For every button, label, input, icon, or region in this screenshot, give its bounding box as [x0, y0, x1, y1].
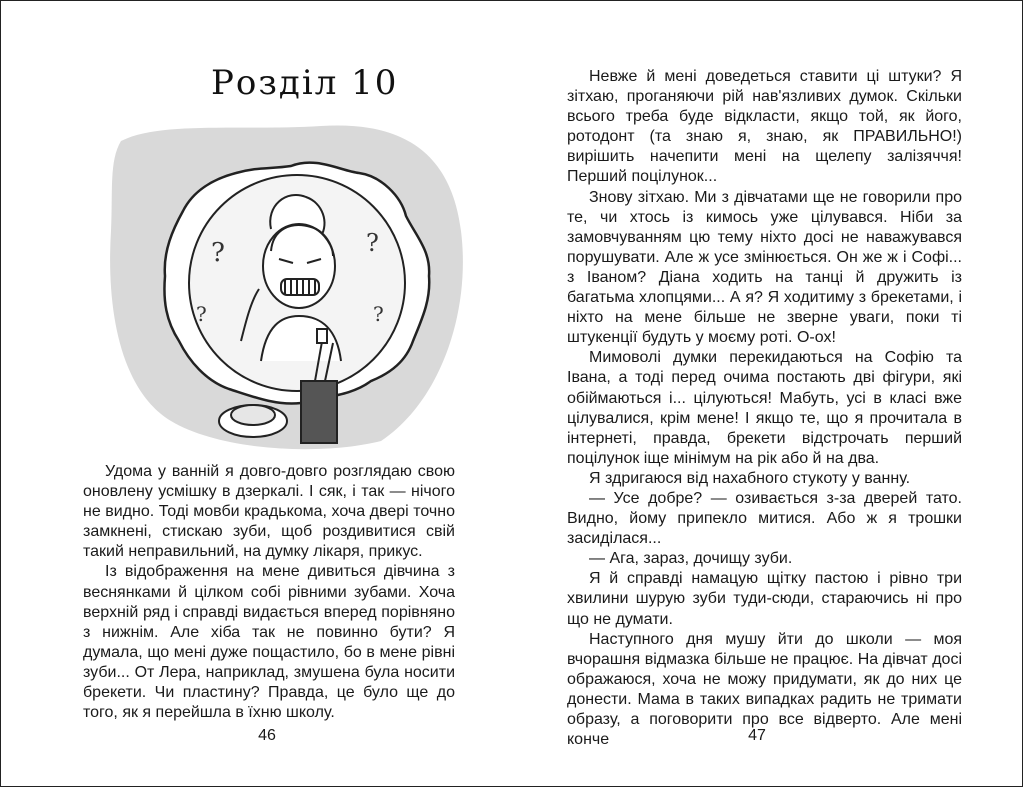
paragraph: Мимоволі думки перекидаються на Софію та Івана, а тоді перед очима постають дві фігури, які обіймаються і... цілуються! Мабуть, усі в класі вже цілувалися, крім мене! І якщо те, що я прочитала в інтернеті, правда, брекети відстрочать перший поцілунок іще мінімум на рік або й на два.: [567, 349, 962, 467]
paragraph: Наступного дня мушу йти до школи — моя вчорашня відмазка більше не працює. На дівчат досі ображаюся, хоча не можу придумати, як до них це донести. Мама в таких випадках радить не тримати образу, а поговорити про все відверто. Але мені конче: [567, 630, 962, 749]
paragraph: Удома у ванній я довго-довго розглядаю свою оновлену усмішку в дзеркалі. І сяк, і так — нічого не видно. Тоді мовби крадькома, хоча двері точно замкнені, стискаю зуби, щоб роздивитися свій такий неправильний, на думку лікаря, прикус.: [83, 463, 455, 561]
page-number: 46: [258, 727, 276, 744]
paragraph: Я здригаюся від нахабного стукоту у ванну.: [589, 469, 911, 487]
svg-text:?: ?: [373, 302, 384, 326]
svg-text:?: ?: [211, 238, 225, 268]
mirror-illustration: [101, 111, 481, 456]
right-page: [512, 1, 1022, 786]
page-number: 47: [748, 727, 766, 744]
paragraph: Я й справді намацую щітку пастою і рівно три хвилини шурую зуби туди-сюди, стараючись ні про що не думати.: [567, 570, 962, 628]
paragraph: — Ага, зараз, дочищу зуби.: [589, 550, 793, 568]
chapter-title: Розділ 10: [211, 63, 399, 103]
paragraph: — Усе добре? — озивається з-за дверей тато. Видно, йому припекло митися. Або ж я трошки засиділася...: [567, 489, 962, 548]
left-page-text: [83, 462, 455, 723]
soap-dish: [219, 405, 287, 437]
right-page-text: [567, 67, 962, 750]
svg-text:?: ?: [366, 229, 379, 257]
paragraph: Невже й мені доведеться ставити ці штуки? Я зітхаю, проганяючи рій нав'язливих думок. Скільки всього треба буде відкласти, якщо той, як його, ротодонт (та знаю я, знаю, як ПРАВИЛЬНО!) вирішить начепити мені на щелепу залізяччя! Перший поцілунок...: [567, 68, 962, 186]
paragraph: Із відображення на мене дивиться дівчина з веснянками й цілком собі рівними зубами. Хоча верхній ряд і справді видається вперед порівняно з нижнім. Але хіба так не повинно бути? Я думала, що мені дуже пощастило, бо в мене рівні зуби... От Лера, наприклад, змушена була носити брекети. Чи пластину? Правда, це було ще до того, як я перейшла в їхню школу.: [83, 563, 455, 722]
paragraph: Знову зітхаю. Ми з дівчатами ще не говорили про те, чи хтось із кимось уже цілувався. Ніби за замовчуванням цю тему ніхто досі не наважувався порушувати. Але ж усе змінюється. Он же ж і Софі... з Іваном? Діана ходить на танці й дружить із багатьма хлопцями... А я? Я ходитиму з брекетами, і ніхто на мене більше не зверне уваги, поки ті штукенції будуть у моєму роті. О-ох!: [567, 188, 962, 347]
svg-text:?: ?: [196, 302, 207, 326]
left-page: [1, 1, 511, 786]
